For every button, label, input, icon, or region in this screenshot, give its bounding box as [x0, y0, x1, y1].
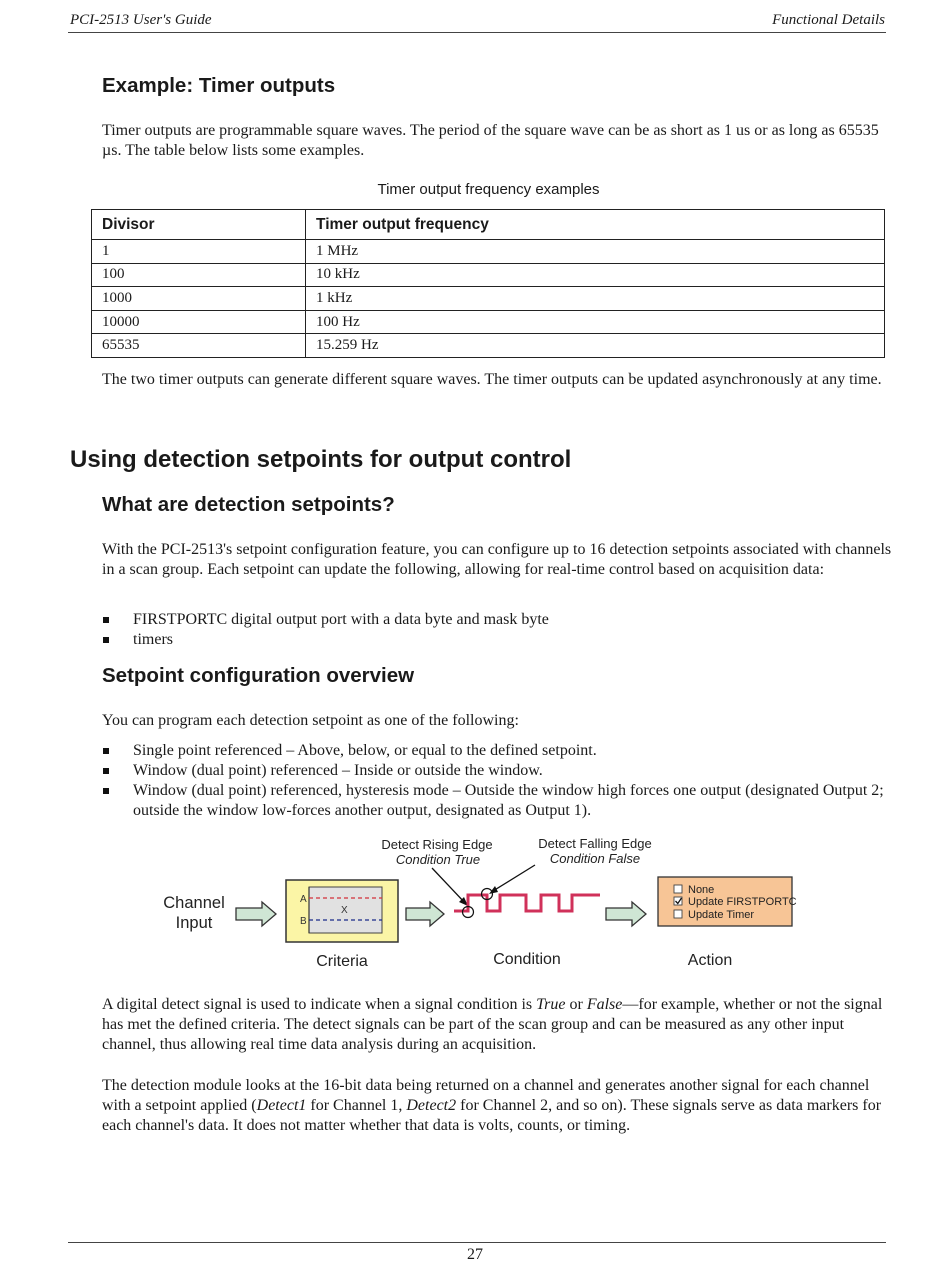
setpoint-diagram	[150, 832, 810, 978]
flow-arrow-icon	[236, 902, 276, 926]
action-option-update-firstportc: Update FIRSTPORTC	[688, 896, 797, 908]
frequency-table	[91, 209, 885, 358]
list-item	[102, 761, 892, 781]
rising-edge-label: Detect Rising Edge	[381, 837, 493, 852]
what-bullet-list	[102, 610, 892, 650]
example-after-paragraph: The two timer outputs can generate different square waves. The timer outputs can be updated asynchronously at any time.	[102, 371, 882, 388]
table-row	[92, 287, 885, 311]
list-item	[102, 741, 892, 761]
table-row	[92, 310, 885, 334]
action-option-none: None	[688, 884, 715, 896]
detect2-term: Detect2	[406, 1097, 457, 1114]
header-doc-title: PCI-2513 User's Guide	[70, 12, 212, 28]
criteria-b-label: B	[300, 916, 307, 927]
flow-arrow-icon	[606, 902, 646, 926]
table-row	[92, 240, 885, 264]
example-heading: Example: Timer outputs	[102, 74, 336, 97]
what-paragraph: With the PCI-2513's setpoint configuration feature, you can configure up to 16 detection setpoints associated with channels in a scan group. Each setpoint can update the following, allowing for real-time control based on acquisition data:	[102, 541, 892, 578]
detect1-term: Detect1	[256, 1097, 307, 1114]
falling-edge-label: Detect Falling Edge	[538, 836, 652, 851]
divisor-cell: 1000	[92, 287, 306, 311]
channel-input-label-1: Channel	[163, 894, 225, 912]
list-item	[102, 610, 892, 630]
channel-input-label-2: Input	[175, 914, 213, 932]
detect-paragraph-1	[102, 995, 892, 1055]
divisor-cell: 100	[92, 263, 306, 287]
page-header	[68, 12, 886, 33]
criteria-label: Criteria	[316, 953, 368, 970]
detect-paragraph-2	[102, 1076, 892, 1136]
bullet-icon	[103, 748, 109, 754]
list-item-text: Single point referenced – Above, below, or equal to the defined setpoint.	[133, 742, 597, 759]
overview-bullet-list	[102, 741, 892, 821]
true-term: True	[536, 996, 566, 1013]
what-heading: What are detection setpoints?	[102, 493, 395, 516]
table-row	[92, 334, 885, 358]
frequency-cell: 1 MHz	[306, 240, 885, 264]
checkbox-timer-icon	[674, 910, 682, 918]
rising-condition-label: Condition True	[395, 852, 481, 867]
detect-text-1: A digital detect signal is used to indicate when a signal condition is	[102, 996, 537, 1013]
flow-arrow-icon	[406, 902, 444, 926]
action-box	[658, 877, 797, 926]
header-section-title: Functional Details	[772, 12, 885, 28]
falling-pointer-arrow	[489, 865, 535, 894]
detect-text-2: for Channel 1,	[306, 1097, 407, 1114]
frequency-cell: 10 kHz	[306, 263, 885, 287]
rising-pointer-arrow	[432, 868, 468, 906]
checkbox-none-icon	[674, 885, 682, 893]
list-item-text: timers	[133, 631, 173, 648]
action-label: Action	[687, 952, 733, 969]
table-caption: Timer output frequency examples	[377, 181, 600, 198]
condition-square-wave	[454, 889, 600, 918]
criteria-box	[286, 880, 398, 942]
false-term: False	[586, 996, 623, 1013]
divisor-cell: 65535	[92, 334, 306, 358]
list-item	[102, 630, 892, 650]
frequency-cell: 100 Hz	[306, 310, 885, 334]
list-item-text: FIRSTPORTC digital output port with a data byte and mask byte	[133, 611, 549, 628]
section-heading: Using detection setpoints for output control	[70, 446, 572, 473]
criteria-x-label: X	[341, 905, 348, 916]
list-item	[102, 781, 892, 821]
criteria-a-label: A	[300, 894, 307, 905]
frequency-cell: 15.259 Hz	[306, 334, 885, 358]
detect-text-2: or	[565, 996, 587, 1013]
bullet-icon	[103, 617, 109, 623]
detect-text-3: for Channel 2, and so on). These signals serve as data markers for each channel's data. It does not matter whether that data is volts, counts, or timing.	[102, 1097, 882, 1134]
list-item-text: Window (dual point) referenced, hysteresis mode – Outside the window high forces one output (designated Output 2; outside the window low-forces another output, designated as Output 1).	[133, 782, 884, 819]
detect-text-3: —for example, whether or not the signal has met the defined criteria. The detect signals can be part of the scan group and can be measured as any other input channel, thus allowing real time data analysis during an acquisition.	[102, 996, 883, 1053]
bullet-icon	[103, 788, 109, 794]
table-header-row	[92, 210, 885, 240]
example-intro: Timer outputs are programmable square waves. The period of the square wave can be as short as 1 us or as long as 65535 µs. The table below lists some examples.	[102, 122, 879, 159]
detect-text-1: The detection module looks at the 16-bit data being returned on a channel and generates another signal for each channel with a setpoint applied (	[102, 1077, 870, 1114]
column-header-divisor: Divisor	[92, 210, 306, 240]
bullet-icon	[103, 768, 109, 774]
page-footer-rule	[68, 1242, 886, 1243]
frequency-cell: 1 kHz	[306, 287, 885, 311]
page-number: 27	[467, 1246, 483, 1263]
bullet-icon	[103, 637, 109, 643]
table-row	[92, 263, 885, 287]
divisor-cell: 1	[92, 240, 306, 264]
list-item-text: Window (dual point) referenced – Inside or outside the window.	[133, 762, 543, 779]
divisor-cell: 10000	[92, 310, 306, 334]
action-option-update-timer: Update Timer	[688, 909, 755, 921]
overview-paragraph: You can program each detection setpoint as one of the following:	[102, 712, 519, 729]
column-header-frequency: Timer output frequency	[306, 210, 885, 240]
overview-heading: Setpoint configuration overview	[102, 664, 415, 687]
condition-label: Condition	[493, 951, 561, 968]
falling-condition-label: Condition False	[549, 851, 641, 866]
